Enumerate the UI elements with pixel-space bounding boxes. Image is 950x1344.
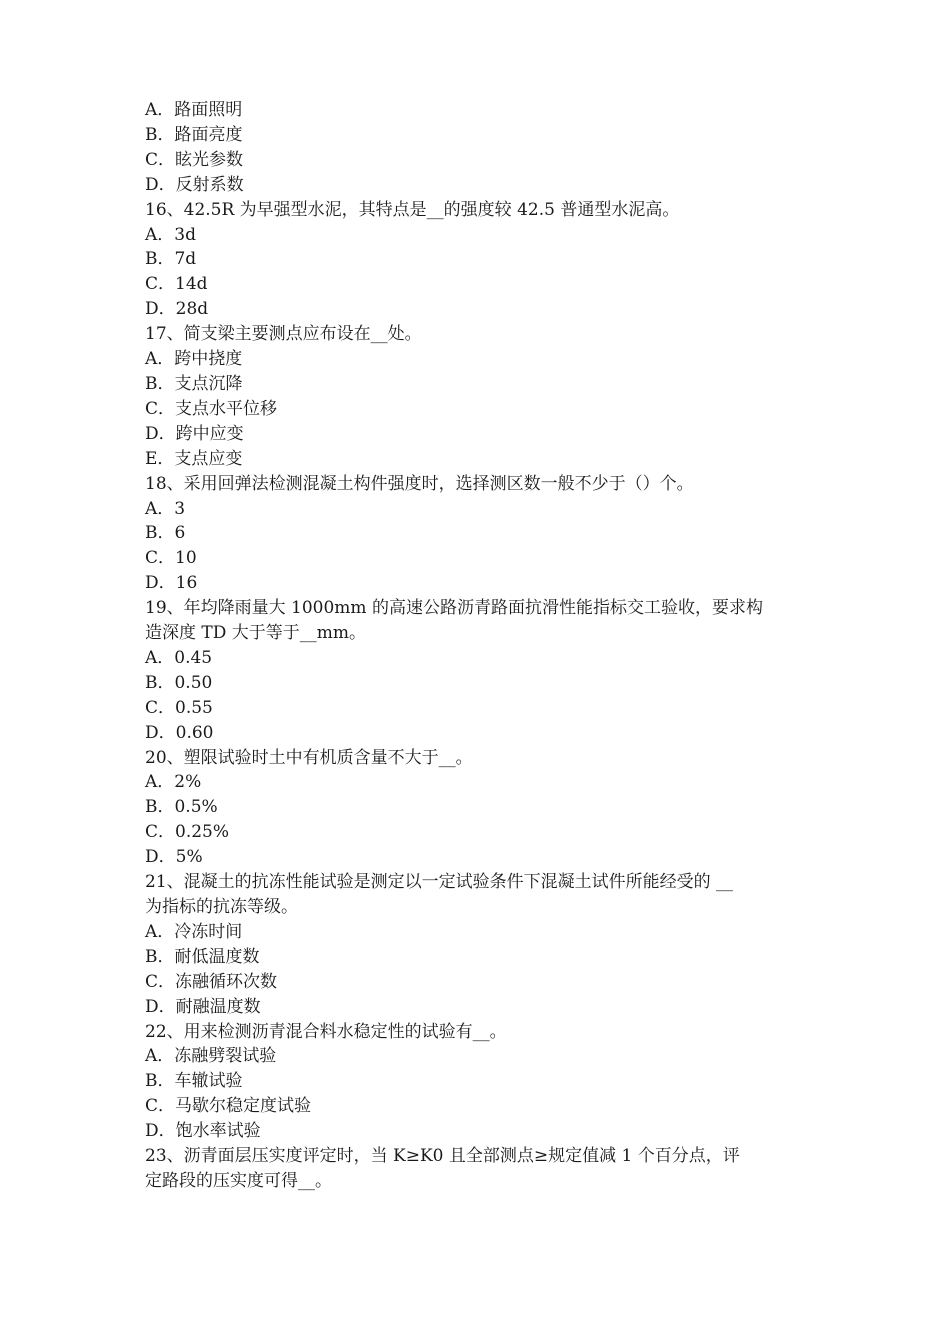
option-text: B．6	[145, 523, 186, 544]
document-body	[145, 98, 815, 1194]
question-text: 21、混凝土的抗冻性能试验是测定以一定试验条件下混凝土试件所能经受的 __	[145, 872, 734, 893]
option-text: D．16	[145, 573, 198, 594]
option-text: B．支点沉降	[145, 373, 243, 394]
option-text: D．耐融温度数	[145, 996, 261, 1017]
option-text: C．马歇尔稳定度试验	[145, 1096, 312, 1117]
option-text: D．跨中应变	[145, 423, 244, 444]
option-text: A．2%	[145, 772, 202, 793]
option-text: D．反射系数	[145, 174, 244, 195]
option-text: A．跨中挠度	[145, 349, 243, 370]
option-text: C．10	[145, 548, 197, 569]
option-text: D．0.60	[145, 722, 214, 743]
option-text: A．冻融劈裂试验	[145, 1046, 277, 1067]
option-text: A．0.45	[145, 647, 213, 668]
question-text: 18、采用回弹法检测混凝土构件强度时，选择测区数一般不少于（）个。	[145, 473, 694, 494]
question-text: 为指标的抗冻等级。	[145, 897, 298, 917]
question-text: 22、用来检测沥青混合料水稳定性的试验有__。	[145, 1021, 507, 1042]
question-text: 17、简支梁主要测点应布设在__处。	[145, 324, 422, 345]
question-text: 16、42.5R 为早强型水泥，其特点是__的强度较 42.5 普通型水泥高。	[145, 199, 680, 220]
option-text: C．0.55	[145, 697, 213, 718]
option-text: A．路面照明	[145, 100, 243, 120]
question-text: 19、年均降雨量大 1000mm 的高速公路沥青路面抗滑性能指标交工验收，要求构	[145, 598, 763, 619]
option-text: C．眩光参数	[145, 149, 244, 170]
option-text: C．0.25%	[145, 822, 230, 843]
option-text: A．冷冻时间	[145, 921, 243, 942]
option-text: A．3	[145, 498, 186, 519]
option-text: B．耐低温度数	[145, 946, 260, 967]
question-text: 23、沥青面层压实度评定时，当 K≥K0 且全部测点≥规定值减 1 个百分点，评	[145, 1146, 740, 1167]
option-text: A．3d	[145, 224, 196, 245]
option-text: D．饱水率试验	[145, 1121, 261, 1142]
option-text: B．车辙试验	[145, 1071, 243, 1092]
question-text: 造深度 TD 大于等于__mm。	[145, 623, 367, 644]
option-text: C．支点水平位移	[145, 398, 278, 419]
option-text: C．冻融循环次数	[145, 971, 278, 992]
question-text: 定路段的压实度可得__。	[145, 1170, 332, 1191]
option-text: D．28d	[145, 299, 209, 320]
option-text: B．7d	[145, 249, 197, 270]
option-text: D．5%	[145, 847, 203, 868]
option-text: B．0.50	[145, 672, 213, 693]
option-text: E．支点应变	[145, 448, 243, 469]
question-text: 20、塑限试验时土中有机质含量不大于__。	[145, 747, 473, 768]
option-text: B．0.5%	[145, 797, 218, 818]
option-text: C．14d	[145, 274, 208, 295]
option-text: B．路面亮度	[145, 124, 243, 145]
